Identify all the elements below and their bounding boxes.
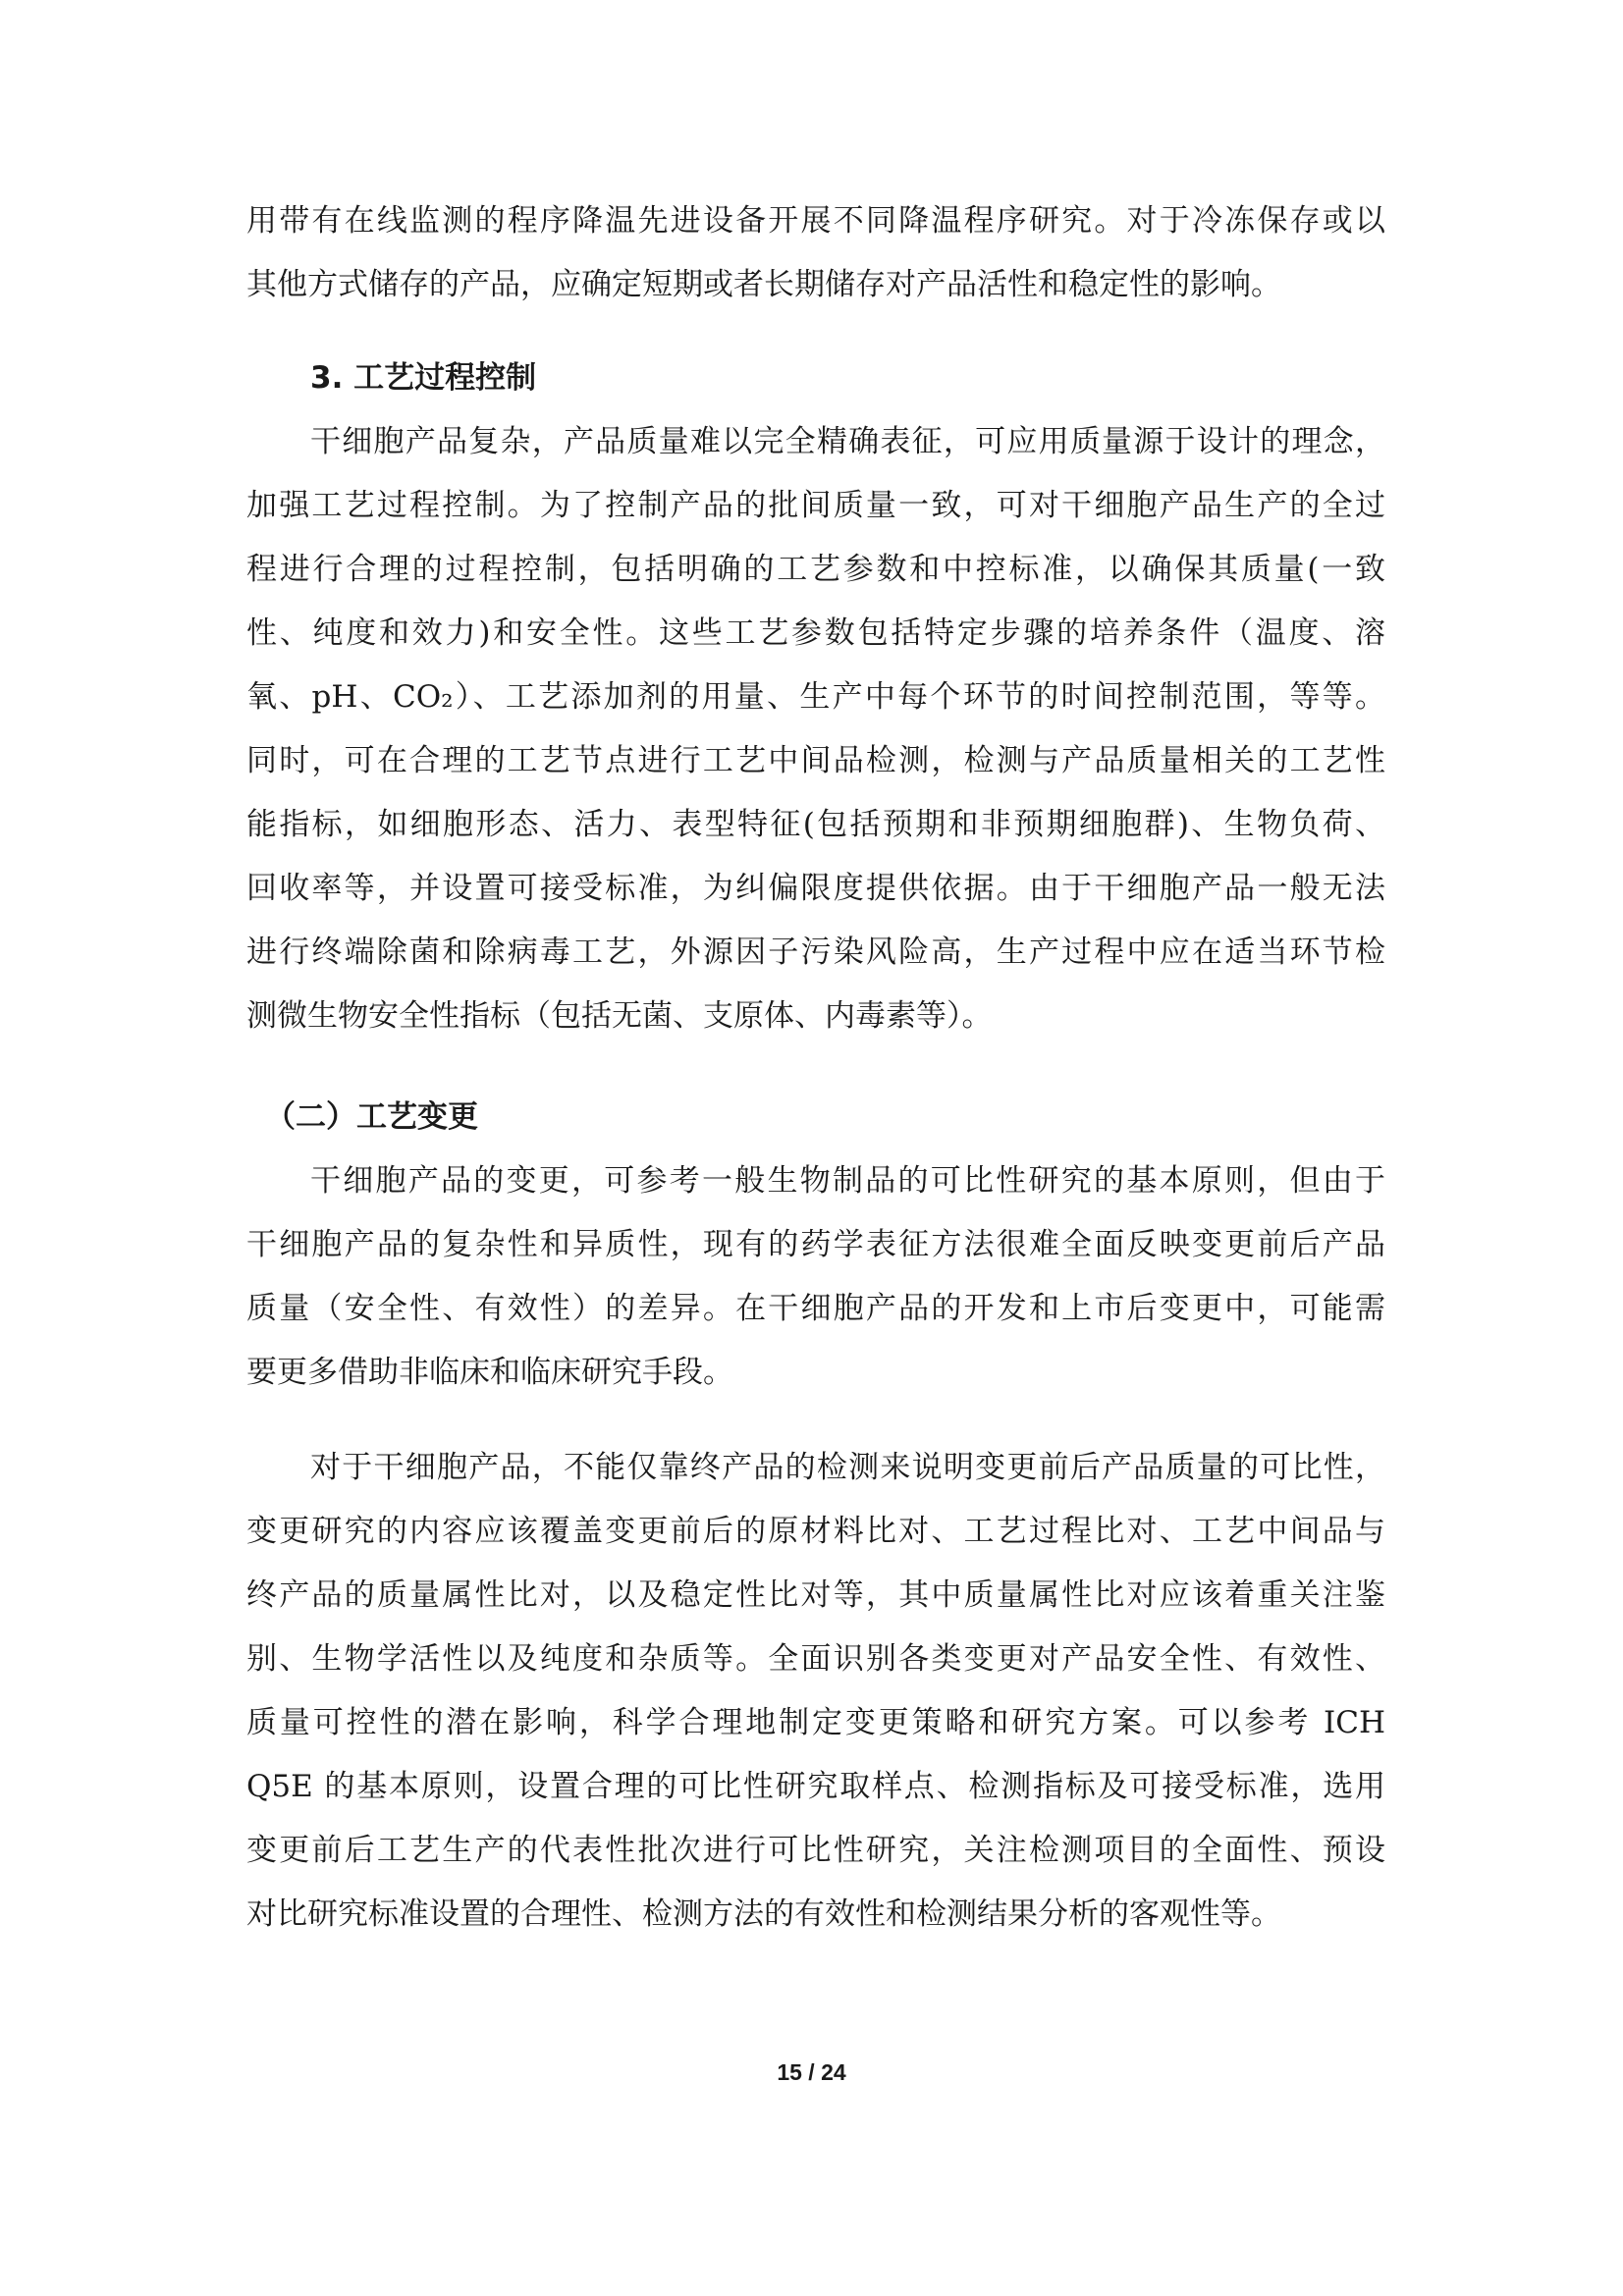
paragraph-line: 变更研究的内容应该覆盖变更前后的原材料比对、工艺过程比对、工艺中间品与 — [246, 1514, 1385, 1549]
paragraph-line: 其他方式储存的产品，应确定短期或者长期储存对产品活性和稳定性的影响。 — [246, 267, 1281, 302]
section-heading-process-control: 3. 工艺过程控制 — [310, 360, 537, 396]
paragraph-line: 干细胞产品的复杂性和异质性，现有的药学表征方法很难全面反映变更前后产品 — [246, 1227, 1385, 1262]
paragraph-line: 氧、pH、CO₂）、工艺添加剂的用量、生产中每个环节的时间控制范围，等等。 — [246, 679, 1385, 715]
paragraph-line: 用带有在线监测的程序降温先进设备开展不同降温程序研究。对于冷冻保存或以 — [246, 203, 1385, 239]
section-heading-process-change: （二）工艺变更 — [265, 1099, 478, 1135]
paragraph-line: 同时，可在合理的工艺节点进行工艺中间品检测，检测与产品质量相关的工艺性 — [246, 743, 1385, 778]
paragraph-line: 质量（安全性、有效性）的差异。在干细胞产品的开发和上市后变更中，可能需 — [246, 1291, 1385, 1326]
paragraph-line: 加强工艺过程控制。为了控制产品的批间质量一致，可对干细胞产品生产的全过 — [246, 488, 1385, 523]
paragraph-line: 要更多借助非临床和临床研究手段。 — [246, 1355, 733, 1390]
paragraph-line: 进行终端除菌和除病毒工艺，外源因子污染风险高，生产过程中应在适当环节检 — [246, 934, 1385, 970]
paragraph-line: 干细胞产品复杂，产品质量难以完全精确表征，可应用质量源于设计的理念， — [310, 424, 1385, 459]
paragraph-line: 程进行合理的过程控制，包括明确的工艺参数和中控标准，以确保其质量(一致 — [246, 552, 1385, 587]
paragraph-line: 对比研究标准设置的合理性、检测方法的有效性和检测结果分析的客观性等。 — [246, 1896, 1281, 1932]
paragraph-line: 干细胞产品的变更，可参考一般生物制品的可比性研究的基本原则，但由于 — [310, 1163, 1385, 1199]
paragraph-line: 终产品的质量属性比对，以及稳定性比对等，其中质量属性比对应该着重关注鉴 — [246, 1577, 1385, 1613]
paragraph-line: 性、纯度和效力)和安全性。这些工艺参数包括特定步骤的培养条件（温度、溶 — [246, 615, 1385, 651]
paragraph-line: 别、生物学活性以及纯度和杂质等。全面识别各类变更对产品安全性、有效性、 — [246, 1641, 1385, 1677]
paragraph-line: 回收率等，并设置可接受标准，为纠偏限度提供依据。由于干细胞产品一般无法 — [246, 871, 1385, 906]
paragraph-line: 对于干细胞产品，不能仅靠终产品的检测来说明变更前后产品质量的可比性， — [310, 1450, 1385, 1485]
paragraph-line: 能指标，如细胞形态、活力、表型特征(包括预期和非预期细胞群)、生物负荷、 — [246, 807, 1385, 842]
paragraph-line: 测微生物安全性指标（包括无菌、支原体、内毒素等）。 — [246, 998, 993, 1034]
paragraph-line: 变更前后工艺生产的代表性批次进行可比性研究，关注检测项目的全面性、预设 — [246, 1833, 1385, 1868]
paragraph-line: 质量可控性的潜在影响，科学合理地制定变更策略和研究方案。可以参考 ICH — [246, 1705, 1385, 1740]
page-number: 15 / 24 — [777, 2059, 846, 2085]
paragraph-line: Q5E 的基本原则，设置合理的可比性研究取样点、检测指标及可接受标准，选用 — [246, 1769, 1385, 1804]
